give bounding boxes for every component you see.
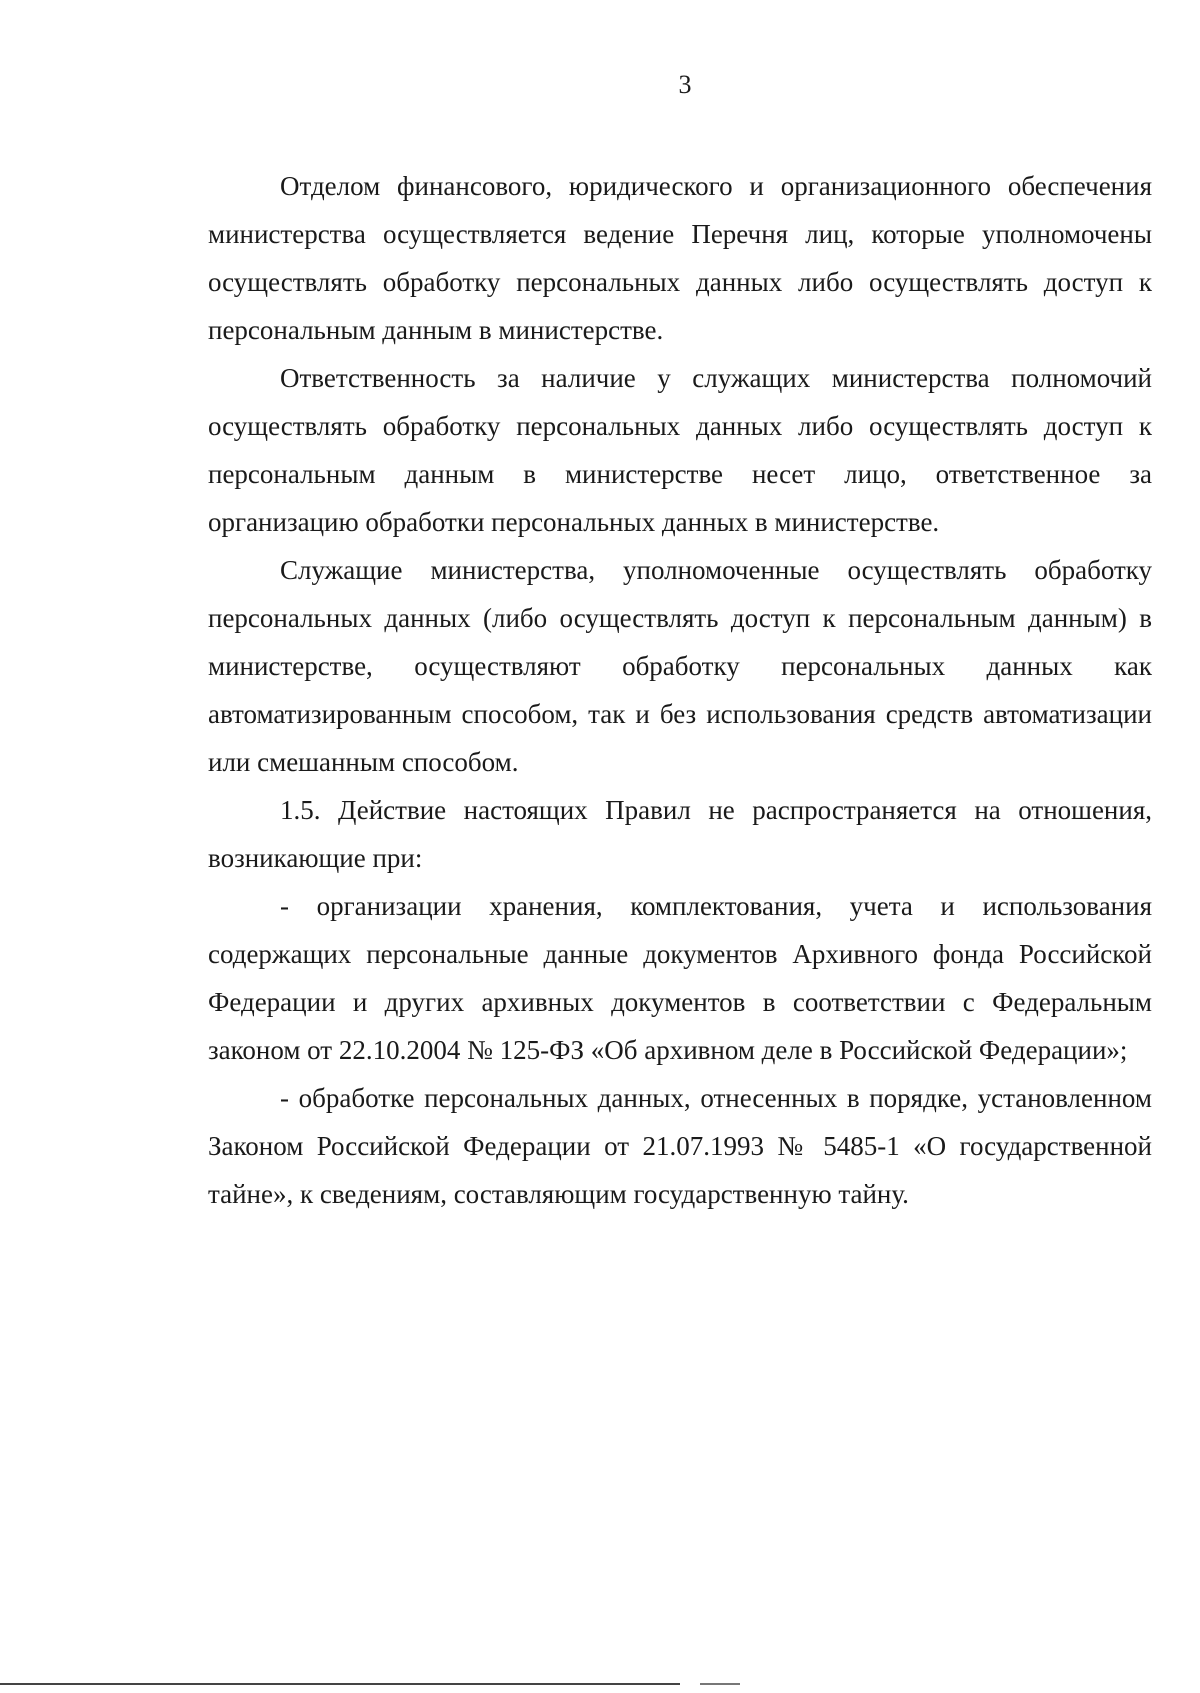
paragraph-responsibility: Ответственность за наличие у служащих министерства полномочий осуществлять обработку персональных данных либо осуществлять доступ к персональным данным в министерстве несет лицо, ответственное за организацию обработки персональных данных в министерстве. (208, 363, 1152, 537)
paragraph-scope-1-5: 1.5. Действие настоящих Правил не распространяется на отношения, возникающие при: (208, 795, 1152, 873)
footer-rule-fragment (700, 1683, 740, 1685)
document-body (208, 162, 1152, 1218)
paragraph-state-secret-exception: - обработке персональных данных, отнесенных в порядке, установленном Законом Российской Федерации от 21.07.1993 № 5485-1 «О государственной тайне», к сведениям, составляющим государственную тайну. (208, 1083, 1152, 1209)
paragraph-archive-exception: - организации хранения, комплектования, учета и использования содержащих персональные данные документов Архивного фонда Российской Федерации и других архивных документов в соответствии с Федеральным законом от 22.10.2004 № 125-ФЗ «Об архивном деле в Российской Федерации»; (208, 891, 1152, 1065)
footer-rule (0, 1683, 680, 1685)
paragraph-registry: Отделом финансового, юридического и организационного обеспечения министерства осуществляется ведение Перечня лиц, которые уполномочены осуществлять обработку персональных данных либо осуществлять доступ к персональным данным в министерстве. (208, 171, 1152, 345)
paragraph-processing-methods: Служащие министерства, уполномоченные осуществлять обработку персональных данных (либо осуществлять доступ к персональным данным) в министерстве, осуществляют обработку персональных данных как автоматизированным способом, так и без использования средств автоматизации или смешанным способом. (208, 555, 1152, 777)
page-number: 3 (678, 70, 692, 99)
